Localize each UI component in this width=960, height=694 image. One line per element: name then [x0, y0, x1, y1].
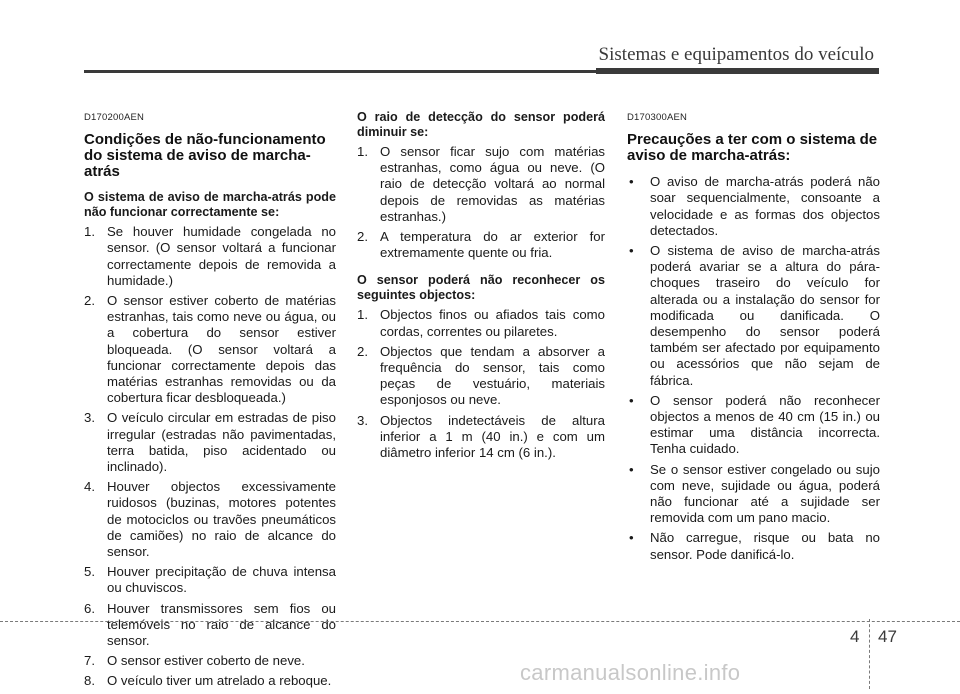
item-text: O sensor poderá não reconhecer objectos a menos de 40 cm (15 in.) ou estimar uma distância incorrecta. Tenha cuidado.	[650, 392, 880, 457]
unrecognized-objects-list	[357, 307, 605, 461]
list-item	[84, 410, 336, 475]
item-text: Houver precipitação de chuva intensa ou chuviscos.	[107, 564, 336, 596]
item-number: 6.	[84, 600, 95, 616]
section-heading: Condições de não-funcionamento do sistema de aviso de marcha-atrás	[84, 131, 326, 181]
list-item	[84, 601, 336, 650]
item-text: O aviso de marcha-atrás poderá não soar sequencialmente, consoante a velocidade e as formas dos objectos detectados.	[650, 174, 880, 238]
list-item	[357, 307, 605, 339]
list-item	[627, 174, 880, 239]
watermark: carmanualsonline.info	[520, 660, 741, 685]
list-item	[84, 653, 336, 669]
item-number: 7.	[84, 653, 95, 669]
precautions-list	[627, 174, 880, 563]
bullet-icon: •	[629, 461, 634, 477]
item-text: O veículo tiver um atrelado a reboque.	[107, 673, 332, 689]
item-number: 4.	[84, 479, 95, 495]
item-text: O sensor estiver coberto de matérias estranhas, tais como neve ou água, ou a cobertura do sensor estiver bloqueada. (O sensor voltará a funcionar correctamente depois das matérias estranhas removidas ou da cobertura ficar desbloqueada.)	[107, 293, 336, 406]
column-1	[84, 110, 336, 694]
item-number: 2.	[84, 293, 95, 309]
item-text: Objectos indetectáveis de altura inferior a 1 m (40 in.) e com um diâmetro inferior 14 cm (6 in.).	[380, 412, 605, 461]
page-header-title: Sistemas e equipamentos do veículo	[598, 44, 874, 65]
list-item	[357, 344, 605, 409]
page-number-divider	[869, 619, 871, 689]
item-text: Se o sensor estiver congelado ou sujo com neve, sujidade ou água, poderá não funcionar até a sujidade ser removida com um pano macio.	[650, 461, 880, 526]
footer-dashed-rule	[0, 621, 960, 622]
column-3	[627, 110, 880, 567]
item-text: Objectos finos ou afiados tais como cordas, correntes ou pilaretes.	[380, 307, 605, 339]
item-text: Não carregue, risque ou bata no sensor. Pode danificá-lo.	[650, 530, 880, 562]
list-item	[357, 413, 605, 462]
item-number: 2.	[357, 229, 368, 245]
list-item	[627, 530, 880, 562]
header-rule-accent	[596, 68, 879, 74]
list-item	[627, 462, 880, 527]
list-item	[84, 564, 336, 596]
list-item	[84, 479, 336, 560]
item-number: 3.	[84, 410, 95, 426]
list-item	[627, 243, 880, 389]
item-text: Se houver humidade congelada no sensor. (O sensor voltará a funcionar correctamente depois de removida a humidade.)	[107, 224, 336, 288]
item-text: O sensor ficar sujo com matérias estranhas, como água ou neve. (O raio de detecção voltará ao normal depois de removidas as matérias estranhas.)	[380, 144, 605, 224]
item-text: Houver transmissores sem fios ou telemóveis no raio de alcance do sensor.	[107, 600, 336, 649]
item-number: 3.	[357, 412, 368, 428]
bullet-icon: •	[629, 174, 634, 190]
list-item	[627, 393, 880, 458]
section-code: D170300AEN	[627, 112, 688, 123]
item-text: Objectos que tendam a absorver a frequência do sensor, tais como peças de vestuário, materiais esponjosos ou neve.	[380, 343, 605, 408]
list-item	[357, 144, 605, 225]
list-item	[84, 673, 336, 689]
unrecognized-objects-intro: O sensor poderá não reconhecer os seguintes objectos:	[357, 273, 605, 303]
bullet-icon: •	[629, 392, 634, 408]
condition-list	[84, 224, 336, 689]
bullet-icon: •	[629, 530, 634, 546]
page-number: 47	[878, 627, 897, 646]
item-text: A temperatura do ar exterior for extremamente quente ou fria.	[380, 229, 605, 261]
item-text: O sensor estiver coberto de neve.	[107, 653, 305, 669]
list-item	[84, 224, 336, 289]
item-text: O veículo circular em estradas de piso irregular (estradas não pavimentadas, terra batida, piso acidentado ou inclinado).	[107, 410, 336, 475]
detection-range-list	[357, 144, 605, 261]
item-number: 1.	[357, 307, 368, 323]
bullet-icon: •	[629, 243, 634, 259]
section-code: D170200AEN	[84, 112, 145, 123]
list-item	[84, 293, 336, 406]
item-number: 8.	[84, 673, 95, 689]
list-item	[357, 229, 605, 261]
item-number: 5.	[84, 564, 95, 580]
detection-range-intro: O raio de detecção do sensor poderá diminuir se:	[357, 110, 605, 139]
column-2	[357, 110, 605, 465]
item-text: O sistema de aviso de marcha-atrás poderá avariar se a altura do pára-choques traseiro do veículo for alterada ou a instalação do sensor for modificada ou danificada. O desempenho do sensor poderá também ser afectado por equipamento ou acessórios que não sejam de fábrica.	[650, 243, 880, 388]
item-number: 2.	[357, 343, 368, 359]
item-text: Houver objectos excessivamente ruidosos (buzinas, motores potentes de motociclos ou travões pneumáticos de camiões) no raio de alcance do sensor.	[107, 479, 336, 560]
chapter-number: 4	[850, 627, 860, 646]
item-number: 1.	[357, 144, 368, 159]
section-intro: O sistema de aviso de marcha-atrás pode não funcionar correctamente se:	[84, 190, 336, 220]
section-heading: Precauções a ter com o sistema de aviso de marcha-atrás:	[627, 131, 878, 165]
item-number: 1.	[84, 224, 95, 240]
